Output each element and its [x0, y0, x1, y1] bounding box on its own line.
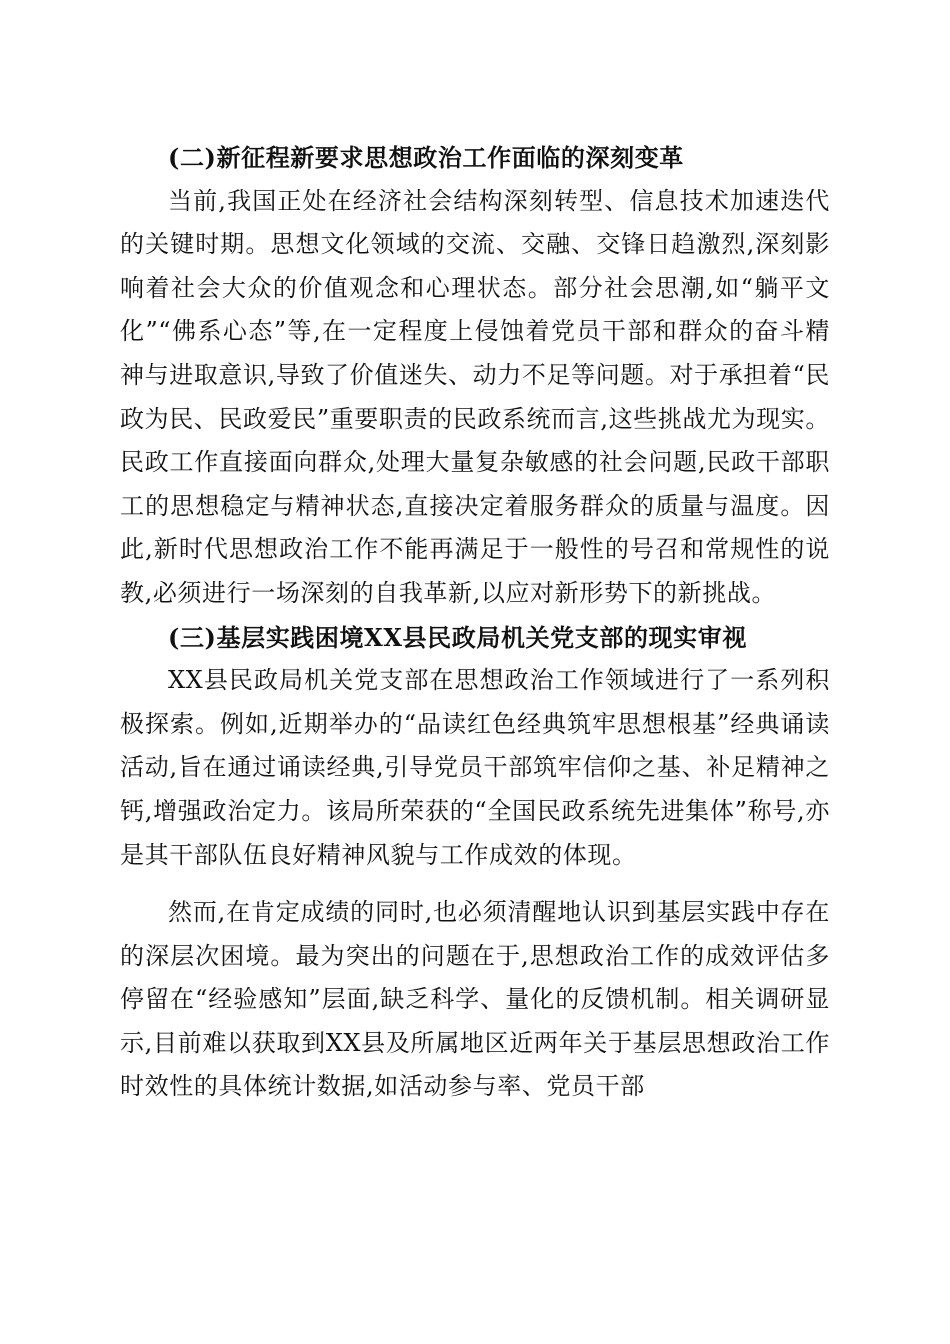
section-3-paragraph-1: XX县民政局机关党支部在思想政治工作领域进行了一系列积极探索。例如,近期举办的“品读红色经典筑牢思想根基”经典诵读活动,旨在通过诵读经典,引导党员干部筑牢信仰之基、补足精神之钙,增强政治定力。该局所荣获的“全国民政系统先进集体”称号,亦是其干部队伍良好精神风貌与工作成效的体现。	[120, 666, 830, 869]
section-2-paragraph-1: 当前,我国正处在经济社会结构深刻转型、信息技术加速迭代的关键时期。思想文化领域的交流、交融、交锋日趋激烈,深刻影响着社会大众的价值观念和心理状态。部分社会思潮,如“躺平文化”“佛系心态”等,在一定程度上侵蚀着党员干部和群众的奋斗精神与进取意识,导致了价值迷失、动力不足等问题。对于承担着“民政为民、民政爱民”重要职责的民政系统而言,这些挑战尤为现实。民政工作直接面向群众,处理大量复杂敏感的社会问题,民政干部职工的思想稳定与精神状态,直接决定着服务群众的质量与温度。因此,新时代思想政治工作不能再满足于一般性的号召和常规性的说教,必须进行一场深刻的自我革新,以应对新形势下的新挑战。	[120, 186, 830, 607]
section-2-heading: (二)新征程新要求思想政治工作面临的深刻变革	[168, 143, 684, 172]
document-body	[120, 136, 830, 1109]
section-3-heading: (三)基层实践困境XX县民政局机关党支部的现实审视	[168, 622, 747, 652]
section-3-paragraph-2: 然而,在肯定成绩的同时,也必须清醒地认识到基层实践中存在的深层次困境。最为突出的问题在于,思想政治工作的成效评估多停留在“经验感知”层面,缺乏科学、量化的反馈机制。相关调研显示,目前难以获取到XX县及所属地区近两年关于基层思想政治工作时效性的具体统计数据,如活动参与率、党员干部	[120, 898, 830, 1101]
